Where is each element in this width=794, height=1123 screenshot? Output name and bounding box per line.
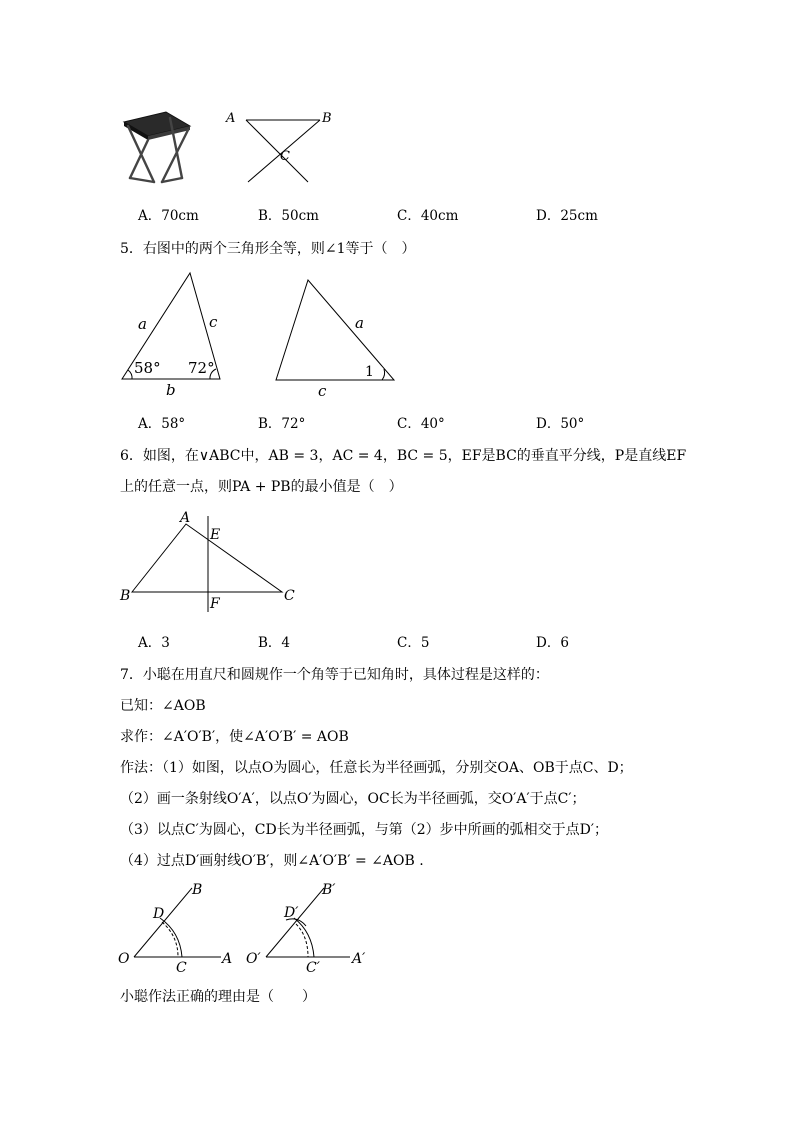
crossed-legs-diagram xyxy=(222,108,342,188)
q7-step-1: 作法：（1）如图，以点O为圆心，任意长为半径画弧，分别交OA、OB于点C、D； xyxy=(120,760,633,776)
q6-option-c[interactable]: C．5 xyxy=(397,635,430,651)
q6-option-a[interactable]: A．3 xyxy=(138,635,170,651)
q4-option-a[interactable]: A．70cm xyxy=(138,208,199,224)
q5-stem: 5．右图中的两个三角形全等，则∠1等于（ ） xyxy=(120,241,416,257)
q7-angle-aob-diagram xyxy=(116,880,241,975)
q6-option-d[interactable]: D．6 xyxy=(536,635,569,651)
point-b-label: B xyxy=(322,111,332,126)
point-d-label: D xyxy=(153,906,165,922)
point-a-label: A xyxy=(226,111,236,126)
side-a-label: a xyxy=(138,315,147,333)
q7-step-3: （3）以点C′为圆心，CD长为半径画弧，与第（2）步中所画的弧相交于点D′； xyxy=(120,822,609,838)
point-c-label: C xyxy=(176,960,187,975)
q7-question: 小聪作法正确的理由是（ ） xyxy=(120,989,316,1005)
side-c-label: c xyxy=(209,313,218,331)
point-a-prime-label: A′ xyxy=(352,951,366,967)
q6-option-b[interactable]: B．4 xyxy=(258,635,291,651)
q6-stem-line2: 上的任意一点，则PA + PB的最小值是（ ） xyxy=(120,479,403,495)
point-o-prime-label: O′ xyxy=(246,951,261,967)
point-o-label: O xyxy=(118,951,130,967)
q7-stem: 7．小聪在用直尺和圆规作一个角等于已知角时，具体过程是这样的： xyxy=(120,667,549,683)
q7-step-2: （2）画一条射线O′A′，以点O′为圆心，OC长为半径画弧，交O′A′于点C′； xyxy=(120,791,586,807)
point-b-label: B xyxy=(120,588,131,604)
point-c-label: C xyxy=(280,149,290,164)
point-c-label: C xyxy=(284,588,295,604)
side-a-label: a xyxy=(355,314,364,332)
q5-option-b[interactable]: B．72° xyxy=(258,416,306,432)
angle-1-label: 1 xyxy=(365,364,374,380)
point-f-label: F xyxy=(210,596,220,612)
side-b-label: b xyxy=(166,381,176,399)
q5-triangle-right xyxy=(266,270,406,400)
q4-option-b[interactable]: B．50cm xyxy=(258,208,319,224)
side-c-label: c xyxy=(318,382,327,400)
q5-option-c[interactable]: C．40° xyxy=(397,416,445,432)
point-d-prime-label: D′ xyxy=(284,905,299,921)
q7-known: 已知：∠AOB xyxy=(120,698,206,714)
point-e-label: E xyxy=(210,527,221,543)
folding-stool-image xyxy=(118,108,198,188)
q7-angle-aprime-oprime-bprime-diagram xyxy=(244,880,379,975)
q6-triangle-diagram xyxy=(112,508,312,618)
angle-72-label: 72° xyxy=(188,359,215,377)
q4-option-d[interactable]: D．25cm xyxy=(536,208,598,224)
q6-stem-line1: 6．如图，在∨ABC中，AB = 3，AC = 4，BC = 5，EF是BC的垂直平分线，P是直线EF xyxy=(120,448,687,464)
point-c-prime-label: C′ xyxy=(306,960,320,975)
point-b-label: B xyxy=(192,882,203,898)
point-a-label: A xyxy=(222,951,233,967)
angle-58-label: 58° xyxy=(134,359,161,377)
q4-option-c[interactable]: C．40cm xyxy=(397,208,459,224)
q7-task: 求作：∠A′O′B′，使∠A′O′B′ = AOB xyxy=(120,729,349,745)
q5-triangle-left xyxy=(112,265,232,400)
point-b-prime-label: B′ xyxy=(322,882,336,898)
q5-option-a[interactable]: A．58° xyxy=(138,416,186,432)
q7-step-4: （4）过点D′画射线O′B′，则∠A′O′B′ = ∠AOB . xyxy=(120,853,424,869)
point-a-label: A xyxy=(180,510,191,526)
q5-option-d[interactable]: D．50° xyxy=(536,416,585,432)
